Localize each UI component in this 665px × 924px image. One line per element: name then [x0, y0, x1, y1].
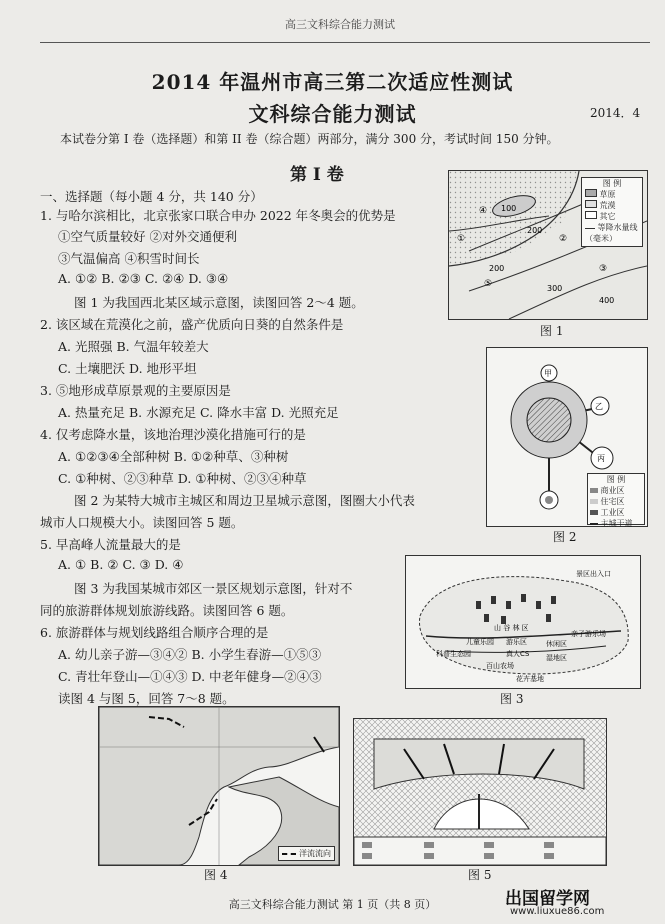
contour-label: 300: [547, 284, 563, 293]
legend-item: 等降水量线（毫米）: [585, 223, 638, 243]
contour-label: 200: [489, 264, 505, 273]
question-line: 2. 该区域在荒漠化之前，盛产优质向日葵的自然条件是: [40, 317, 344, 332]
map-label: 景区出入口: [576, 570, 611, 578]
question-line: A. ①② B. ②③ C. ②④ D. ③④: [58, 271, 229, 286]
question-line: A. 光照强 B. 气温年较差大: [58, 339, 209, 354]
map-label: 花卉基地: [516, 675, 544, 683]
question-section-heading: 一、选择题（每小题 4 分，共 140 分）: [40, 189, 263, 204]
question-line: A. 幼儿亲子游—③④② B. 小学生春游—①⑤③: [58, 647, 322, 662]
figure-2-city-diagram: [486, 347, 648, 527]
contour-label: 100: [501, 204, 517, 213]
question-line: C. 青壮年登山—①④③ D. 中老年健身—②④③: [58, 669, 322, 684]
figure-3-drawing: [406, 556, 640, 688]
exam-title: 2014 年温州市高三第二次适应性测试: [151, 70, 514, 94]
map-label: 湿地区: [546, 654, 567, 662]
question-line: 图 2 为某特大城市主城区和周边卫星城示意图，图圈大小代表: [74, 493, 415, 508]
city-label: 乙: [595, 402, 603, 411]
figure-4-caption: 图 4: [204, 868, 228, 882]
watermark-url: www.liuxue86.com: [510, 906, 605, 917]
question-line: 同的旅游群体规划旅游线路。读图回答 6 题。: [40, 603, 294, 618]
area-marker: ⑤: [484, 279, 493, 289]
question-line: A. ① B. ② C. ③ D. ④: [58, 557, 184, 572]
watermark-logo: 出国留学网: [505, 889, 590, 909]
legend-item: 商业区: [600, 486, 625, 495]
question-line: ①空气质量较好 ②对外交通便利: [58, 229, 237, 244]
exam-subtitle: 文科综合能力测试: [248, 102, 417, 126]
legend-item: 住宅区: [600, 497, 625, 506]
question-line: 4. 仅考虑降水量，该地治理沙漠化措施可行的是: [40, 427, 306, 442]
legend-title: 图 例: [602, 179, 622, 188]
question-line: C. ①种树、②③种草 D. ①种树、②③④种草: [58, 471, 307, 486]
question-line: A. 热量充足 B. 水源充足 C. 降水丰富 D. 光照充足: [58, 405, 339, 420]
figure-1-legend: [581, 177, 643, 247]
legend-title: 图 例: [606, 475, 626, 484]
question-line: 1. 与哈尔滨相比，北京张家口联合申办 2022 年冬奥会的优势是: [40, 208, 396, 223]
section-title: 第 I 卷: [290, 165, 344, 185]
question-line: 6. 旅游群体与规划线路组合顺序合理的是: [40, 625, 269, 640]
question-line: A. ①②③④全部种树 B. ①②种草、③种树: [58, 449, 289, 464]
city-label: 甲: [544, 369, 552, 378]
running-header: 高三文科综合能力测试: [285, 18, 395, 31]
question-line: C. 土壤肥沃 D. 地形平坦: [58, 361, 197, 376]
map-label: 游乐区: [506, 638, 527, 646]
map-label: 山 谷 林 区: [494, 624, 529, 632]
exam-date: 2014．4: [590, 106, 641, 120]
figure-3-scenic-area: [405, 555, 641, 689]
area-marker: ①: [457, 234, 466, 244]
figure-4-drawing: [99, 707, 339, 865]
legend-item: 洋流流向: [299, 849, 331, 858]
question-line: 城市人口规模大小。读图回答 5 题。: [40, 515, 244, 530]
question-line: 图 1 为我国西北某区域示意图，读图回答 2～4 题。: [74, 295, 364, 310]
map-label: 亲子游乐场: [571, 630, 606, 638]
contour-label: 200: [527, 226, 543, 235]
page-footer: 高三文科综合能力测试 第 1 页（共 8 页）: [228, 898, 437, 911]
figure-2-caption: 图 2: [553, 530, 577, 544]
city-label: 丙: [597, 454, 605, 463]
figure-1-caption: 图 1: [540, 324, 564, 338]
map-label: 科普生态园: [436, 650, 471, 658]
figure-5-drawing: [354, 719, 606, 865]
figure-3-caption: 图 3: [500, 692, 524, 706]
legend-item: 其它: [599, 212, 616, 221]
map-label: 休闲区: [546, 640, 567, 648]
figure-4-ocean-map: [98, 706, 340, 866]
area-marker: ③: [599, 264, 608, 274]
question-line: 3. ⑤地形成草原景观的主要原因是: [40, 383, 231, 398]
map-label: 儿童乐园: [466, 638, 494, 646]
legend-item: 主城干道: [600, 519, 633, 528]
header-rule: [40, 42, 650, 43]
figure-5-caption: 图 5: [468, 868, 492, 882]
instructions: 本试卷分第 I 卷（选择题）和第 II 卷（综合题）两部分，满分 300 分，考试时间 150 分钟。: [60, 132, 559, 146]
legend-item: 草原: [599, 190, 616, 199]
area-marker: ④: [479, 206, 488, 216]
figure-2-legend: [587, 473, 645, 528]
legend-item: 荒漠: [599, 201, 616, 210]
legend-item: 工业区: [600, 508, 625, 517]
question-line: 5. 早高峰人流量最大的是: [40, 537, 181, 552]
area-marker: ②: [559, 234, 568, 244]
question-line: 读图 4 与图 5，回答 7～8 题。: [58, 691, 235, 706]
map-label: 真人CS: [506, 650, 530, 658]
question-line: ③气温偏高 ④积雪时间长: [58, 251, 200, 266]
figure-1-map: [448, 170, 648, 320]
question-line: 图 3 为我国某城市郊区一景区规划示意图，针对不: [74, 581, 353, 596]
figure-5-plate-diagram: [353, 718, 607, 866]
figure-4-legend: [278, 846, 335, 861]
contour-label: 400: [599, 296, 615, 305]
map-label: 百山农场: [486, 662, 514, 670]
